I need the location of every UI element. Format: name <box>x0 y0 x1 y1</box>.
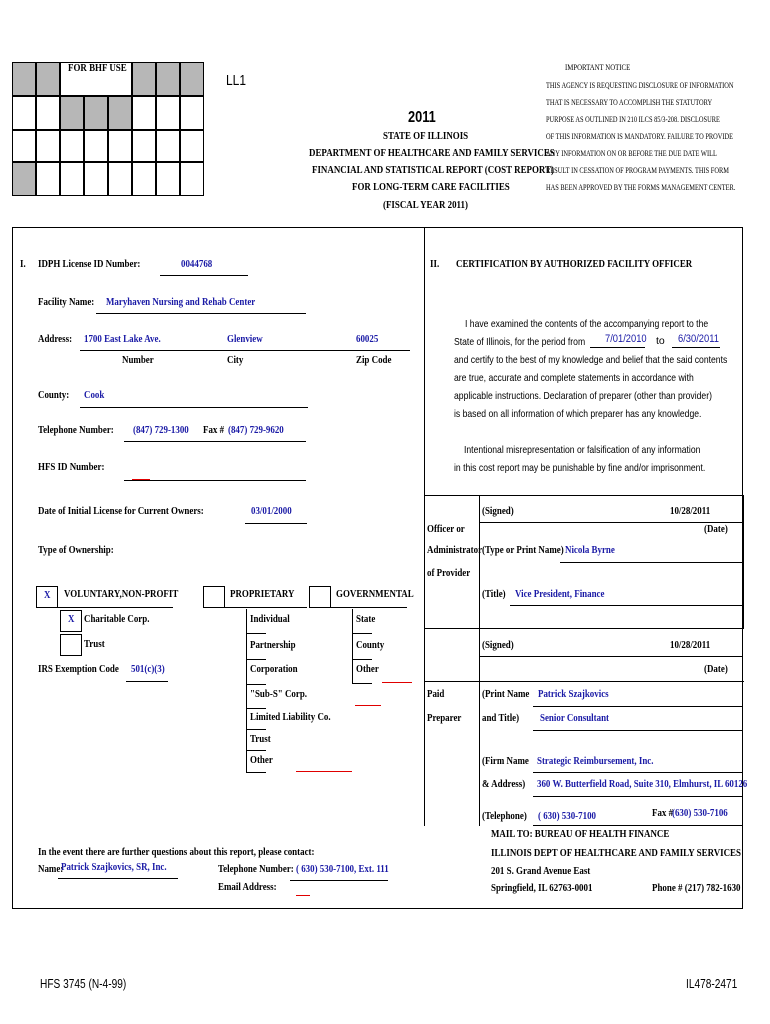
governmental-label: GOVERNMENTAL <box>336 589 414 600</box>
prop-option-individual[interactable]: Individual <box>250 614 290 625</box>
phone-label: Telephone Number: <box>38 425 114 436</box>
grid-cell <box>84 130 108 162</box>
grid-cell <box>132 130 156 162</box>
irs-label: IRS Exemption Code <box>38 664 119 675</box>
prop-row-line <box>246 659 266 660</box>
prop-option-partnership[interactable]: Partnership <box>250 640 296 651</box>
firm-address[interactable]: 360 W. Butterfield Road, Suite 310, Elmhurst, IL 60126 <box>537 779 748 790</box>
bhf-use-label: FOR BHF USE <box>68 63 127 74</box>
notice-line: OF THIS INFORMATION IS MANDATORY. FAILURE TO PROVIDE <box>546 132 734 141</box>
mail-line: 201 S. Grand Avenue East <box>491 866 591 877</box>
idph-label: IDPH License ID Number: <box>38 259 141 270</box>
officer-date[interactable]: 10/28/2011 <box>670 506 711 517</box>
notice-title: IMPORTANT NOTICE <box>565 63 631 72</box>
firm-name-label: (Firm Name <box>482 756 529 767</box>
cert-line: applicable instructions. Declaration of preparer (other than provider) <box>454 390 712 402</box>
prop-row-line <box>246 684 266 685</box>
type-name-label: (Type or Print Name) <box>482 545 564 556</box>
firm-address-label: & Address) <box>482 779 526 790</box>
officer-box-divider <box>479 495 480 629</box>
section-2-number: II. <box>430 259 440 270</box>
prop-row-line <box>246 729 266 730</box>
state-title: STATE OF ILLINOIS <box>383 131 469 142</box>
print-name-label: (Print Name <box>482 689 530 700</box>
period-from-underline <box>590 347 645 348</box>
trust-checkbox[interactable] <box>60 634 82 656</box>
phone-value[interactable]: (847) 729-1300 <box>133 425 189 436</box>
prop-option-trust[interactable]: Trust <box>250 734 271 745</box>
mail-line: Springfield, IL 62763-0001 <box>491 883 593 894</box>
zip-value[interactable]: 60025 <box>356 334 379 345</box>
license-date-value[interactable]: 03/01/2000 <box>251 506 292 517</box>
preparer-title-underline <box>533 730 742 731</box>
and-title-label: and Title) <box>482 713 520 724</box>
hfs-underline <box>124 480 306 481</box>
period-to[interactable]: 6/30/2011 <box>678 333 719 345</box>
cert-line: is based on all information of which preparer has any knowledge. <box>454 408 702 420</box>
prop-option-llc[interactable]: Limited Liability Co. <box>250 712 331 723</box>
dept-title: DEPARTMENT OF HEALTHCARE AND FAMILY SERVICES <box>309 148 555 159</box>
gov-row-line <box>352 659 372 660</box>
grid-cell <box>180 130 204 162</box>
firm-address-underline <box>533 796 742 797</box>
zip-caption: Zip Code <box>356 355 392 366</box>
county-value[interactable]: Cook <box>84 390 105 401</box>
prop-row-line <box>246 772 266 773</box>
prop-option-subs-corp[interactable]: "Sub-S" Corp. <box>250 689 308 700</box>
contact-name-label: Name: <box>38 864 64 875</box>
telephone-label: (Telephone) <box>482 811 527 822</box>
irs-underline <box>126 681 168 682</box>
preparer-divider <box>479 629 480 826</box>
address-label: Address: <box>38 334 73 345</box>
preparer-name[interactable]: Patrick Szajkovics <box>538 689 609 700</box>
ltc-subtitle: FOR LONG-TERM CARE FACILITIES <box>352 182 510 193</box>
charitable-mark: X <box>68 614 75 625</box>
facility-underline <box>96 313 306 314</box>
voluntary-label: VOLUNTARY,NON-PROFIT <box>64 589 179 600</box>
voluntary-mark: X <box>44 590 51 601</box>
grid-cell <box>36 162 60 196</box>
gov-box-edge <box>352 609 353 683</box>
mail-line: MAIL TO: BUREAU OF HEALTH FINANCE <box>491 829 670 840</box>
fax-value[interactable]: (847) 729-9620 <box>228 425 284 436</box>
section-1-number: I. <box>20 259 26 270</box>
officer-date-caption: (Date) <box>704 524 728 535</box>
city-caption: City <box>227 355 244 366</box>
period-from[interactable]: 7/01/2010 <box>605 333 647 345</box>
grid-cell <box>156 162 180 196</box>
idph-value[interactable]: 0044768 <box>181 259 213 270</box>
grid-cell <box>12 162 36 196</box>
charitable-label: Charitable Corp. <box>84 614 150 625</box>
notice-line: HAS BEEN APPROVED BY THE FORMS MANAGEMENT CENTER. <box>546 183 736 192</box>
notice-line: ANY INFORMATION ON OR BEFORE THE DUE DATE WILL <box>546 149 717 158</box>
proprietary-checkbox[interactable] <box>203 586 225 608</box>
form-number: HFS 3745 (N-4-99) <box>40 976 127 991</box>
voluntary-checkbox[interactable] <box>36 586 58 608</box>
proprietary-underline <box>225 607 307 608</box>
officer-name[interactable]: Nicola Byrne <box>565 545 615 556</box>
grid-cell <box>108 162 132 196</box>
notice-line: THAT IS NECESSARY TO ACCOMPLISH THE STATUTORY <box>546 98 713 107</box>
prop-option-other[interactable]: Other <box>250 755 273 766</box>
warning-line: in this cost report may be punishable by fine and/or imprisonment. <box>454 462 706 474</box>
irs-value[interactable]: 501(c)(3) <box>131 664 165 675</box>
cert-line: State of Illinois, for the period from <box>454 336 586 348</box>
grid-cell <box>36 62 60 96</box>
preparer-date-caption: (Date) <box>704 664 728 675</box>
fax-label: Fax # <box>203 425 225 436</box>
grid-cell <box>60 130 84 162</box>
grid-cell <box>36 96 60 130</box>
contact-name-underline <box>58 878 178 879</box>
gov-other-input[interactable] <box>382 682 412 683</box>
section-divider <box>424 227 425 495</box>
number-caption: Number <box>122 355 154 366</box>
prop-row-line <box>246 708 266 709</box>
grid-cell <box>36 130 60 162</box>
grid-cell <box>180 96 204 130</box>
section-2-title: CERTIFICATION BY AUTHORIZED FACILITY OFFICER <box>456 259 693 270</box>
mail-line: ILLINOIS DEPT OF HEALTHCARE AND FAMILY SERVICES <box>491 848 741 859</box>
preparer-fax[interactable]: (630) 530-7106 <box>672 808 728 819</box>
license-date-underline <box>245 523 307 524</box>
idph-underline <box>160 275 248 276</box>
firm-name[interactable]: Strategic Reimbursement, Inc. <box>537 756 654 767</box>
to-label: to <box>656 335 665 347</box>
preparer-fax-label: Fax # <box>652 808 674 819</box>
contact-phone-value[interactable]: ( 630) 530-7100, Ext. 111 <box>296 864 389 875</box>
preparer-left-edge <box>424 629 425 826</box>
grid-cell <box>156 130 180 162</box>
gov-row-line <box>352 683 372 684</box>
address-underline <box>80 350 410 351</box>
gov-option-state[interactable]: State <box>356 614 376 625</box>
contact-phone-label: Telephone Number: <box>218 864 294 875</box>
grid-cell <box>84 96 108 130</box>
report-year: 2011 <box>408 109 436 126</box>
facility-value[interactable]: Maryhaven Nursing and Rehab Center <box>106 297 256 308</box>
subs-mark <box>355 705 381 706</box>
street-value[interactable]: 1700 East Lake Ave. <box>84 334 161 345</box>
grid-cell <box>12 130 36 162</box>
charitable-checkbox[interactable] <box>60 610 82 632</box>
trust-label: Trust <box>84 639 105 650</box>
prop-row-line <box>246 633 266 634</box>
grid-cell <box>132 162 156 196</box>
grid-cell <box>84 162 108 196</box>
preparer-title[interactable]: Senior Consultant <box>540 713 610 724</box>
gov-option-other[interactable]: Other <box>356 664 379 675</box>
voluntary-underline <box>58 607 173 608</box>
grid-cell <box>156 62 180 96</box>
notice-line: PURPOSE AS OUTLINED IN 210 ILCS 85/3-208. DISCLOSURE <box>546 115 720 124</box>
grid-cell <box>180 62 204 96</box>
county-underline <box>80 407 308 408</box>
period-to-underline <box>672 347 720 348</box>
form-code: LL1 <box>226 72 247 89</box>
fiscal-year: (FISCAL YEAR 2011) <box>383 200 468 211</box>
preparer-signature-line[interactable] <box>480 656 742 657</box>
officer-name-underline <box>560 562 742 563</box>
gov-option-county[interactable]: County <box>356 640 385 651</box>
governmental-checkbox[interactable] <box>309 586 331 608</box>
officer-label: of Provider <box>427 568 471 579</box>
grid-cell <box>60 162 84 196</box>
ownership-label: Type of Ownership: <box>38 545 114 556</box>
gov-row-line <box>352 633 372 634</box>
grid-cell <box>60 96 84 130</box>
notice-line: THIS AGENCY IS REQUESTING DISCLOSURE OF INFORMATION <box>546 81 734 90</box>
grid-cell <box>12 96 36 130</box>
preparer-name-underline <box>533 706 742 707</box>
grid-cell <box>132 96 156 130</box>
governmental-underline <box>331 607 407 608</box>
officer-signature-line[interactable] <box>480 522 742 523</box>
phone-underline <box>124 441 306 442</box>
county-label: County: <box>38 390 70 401</box>
hfs-input-mark[interactable] <box>132 479 150 480</box>
prop-row-line <box>246 750 266 751</box>
contact-phone-underline <box>290 880 388 881</box>
paid-label: Paid <box>427 689 445 700</box>
warning-line: Intentional misrepresentation or falsification of any information <box>464 444 701 456</box>
officer-title-label: (Title) <box>482 589 506 600</box>
preparer-signed-label: (Signed) <box>482 640 514 651</box>
hfs-label: HFS ID Number: <box>38 462 105 473</box>
prop-option-corporation[interactable]: Corporation <box>250 664 298 675</box>
preparer-telephone[interactable]: ( 630) 530-7100 <box>538 811 597 822</box>
preparer-row-line <box>424 681 744 682</box>
contact-email-input[interactable] <box>296 895 310 896</box>
grid-cell <box>180 162 204 196</box>
form-id: IL478-2471 <box>686 976 738 991</box>
grid-cell <box>156 96 180 130</box>
preparer-label: Preparer <box>427 713 462 724</box>
contact-email-label: Email Address: <box>218 882 277 893</box>
grid-cell <box>108 96 132 130</box>
cert-line: are true, accurate and complete statements in accordance with <box>454 372 694 384</box>
officer-title[interactable]: Vice President, Finance <box>515 589 605 600</box>
cert-line: and certify to the best of my knowledge and belief that the said contents <box>454 354 728 366</box>
grid-cell <box>12 62 36 96</box>
report-subtitle: FINANCIAL AND STATISTICAL REPORT (COST REPORT) <box>312 165 554 176</box>
officer-label: Officer or <box>427 524 465 535</box>
telephone-underline <box>533 825 742 826</box>
facility-label: Facility Name: <box>38 297 95 308</box>
city-value[interactable]: Glenview <box>227 334 263 345</box>
officer-title-underline <box>510 605 742 606</box>
cert-line: I have examined the contents of the accompanying report to the <box>465 318 709 330</box>
officer-signed-label: (Signed) <box>482 506 514 517</box>
preparer-date[interactable]: 10/28/2011 <box>670 640 711 651</box>
grid-cell <box>108 130 132 162</box>
grid-cell <box>132 62 156 96</box>
prop-other-input[interactable] <box>296 771 352 772</box>
mail-phone: Phone # (217) 782-1630 <box>652 883 741 894</box>
firm-name-underline <box>533 772 742 773</box>
notice-line: RESULT IN CESSATION OF PROGRAM PAYMENTS. THIS FORM <box>546 166 729 175</box>
license-date-label: Date of Initial License for Current Owners: <box>38 506 204 517</box>
proprietary-label: PROPRIETARY <box>230 589 295 600</box>
contact-intro: In the event there are further questions about this report, please contact: <box>38 847 315 858</box>
officer-label: Administrator <box>427 545 483 556</box>
contact-name-value[interactable]: Patrick Szajkovics, SR, Inc. <box>61 862 167 873</box>
